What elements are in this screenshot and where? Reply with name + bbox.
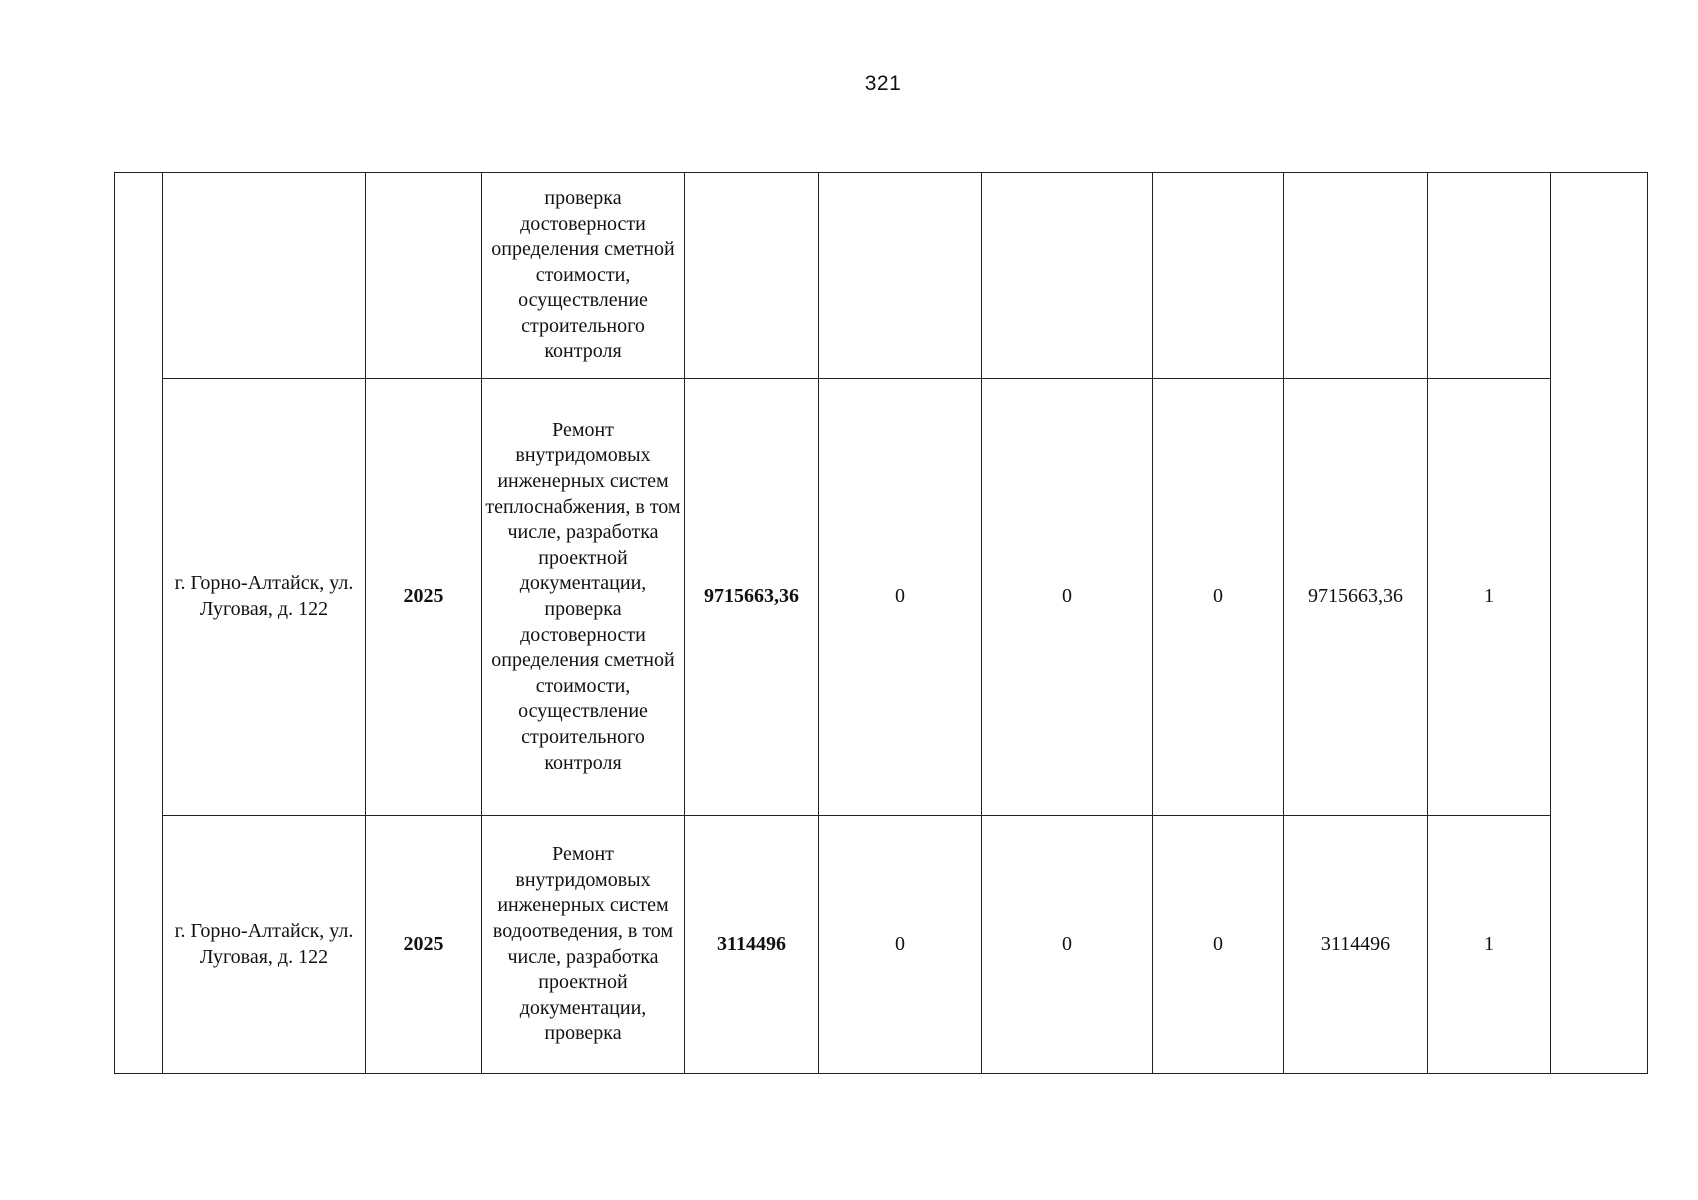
cost-cell: 0	[1153, 816, 1284, 1074]
work-description: Ремонт внутридомовых инженерных систем водоотведения, в том числе, разработка проектной документации, проверка	[492, 843, 674, 1045]
work-description: проверка достоверности определения сметной стоимости, осуществление строительного контроля	[491, 186, 675, 363]
table-row	[115, 379, 1648, 816]
cost-cell	[982, 173, 1153, 379]
cost-cell: 3114496	[1284, 816, 1428, 1074]
cost-cell: 0	[819, 816, 982, 1074]
number-cell	[115, 173, 163, 1074]
table-row	[115, 816, 1648, 1074]
work-description-cell	[482, 816, 685, 1074]
cost-cell: 0	[819, 379, 982, 816]
total-cost-cell: 9715663,36	[685, 379, 819, 816]
page-number: 321	[864, 72, 902, 95]
address-cell	[163, 173, 366, 379]
work-description-cell	[482, 379, 685, 816]
note-cell	[1551, 173, 1648, 1074]
year-cell	[366, 173, 482, 379]
work-description: Ремонт внутридомовых инженерных систем теплоснабжения, в том числе, разработка проектной документации, проверка достоверности определения сметной стоимости, осуществление строительного контроля	[485, 418, 681, 774]
address-cell: г. Горно-Алтайск, ул. Луговая, д. 122	[163, 816, 366, 1074]
work-description-cell	[482, 173, 685, 379]
cost-cell: 0	[982, 379, 1153, 816]
table-row	[115, 173, 1648, 379]
total-cost-cell	[685, 173, 819, 379]
quantity-cell: 1	[1428, 379, 1551, 816]
cost-cell: 0	[982, 816, 1153, 1074]
address-cell: г. Горно-Алтайск, ул. Луговая, д. 122	[163, 379, 366, 816]
cost-cell: 0	[1153, 379, 1284, 816]
quantity-cell: 1	[1428, 816, 1551, 1074]
quantity-cell	[1428, 173, 1551, 379]
year-cell: 2025	[366, 816, 482, 1074]
year-cell: 2025	[366, 379, 482, 816]
cost-cell	[819, 173, 982, 379]
cost-cell	[1284, 173, 1428, 379]
total-cost-cell: 3114496	[685, 816, 819, 1074]
program-table	[114, 172, 1648, 1074]
cost-cell	[1153, 173, 1284, 379]
cost-cell: 9715663,36	[1284, 379, 1428, 816]
